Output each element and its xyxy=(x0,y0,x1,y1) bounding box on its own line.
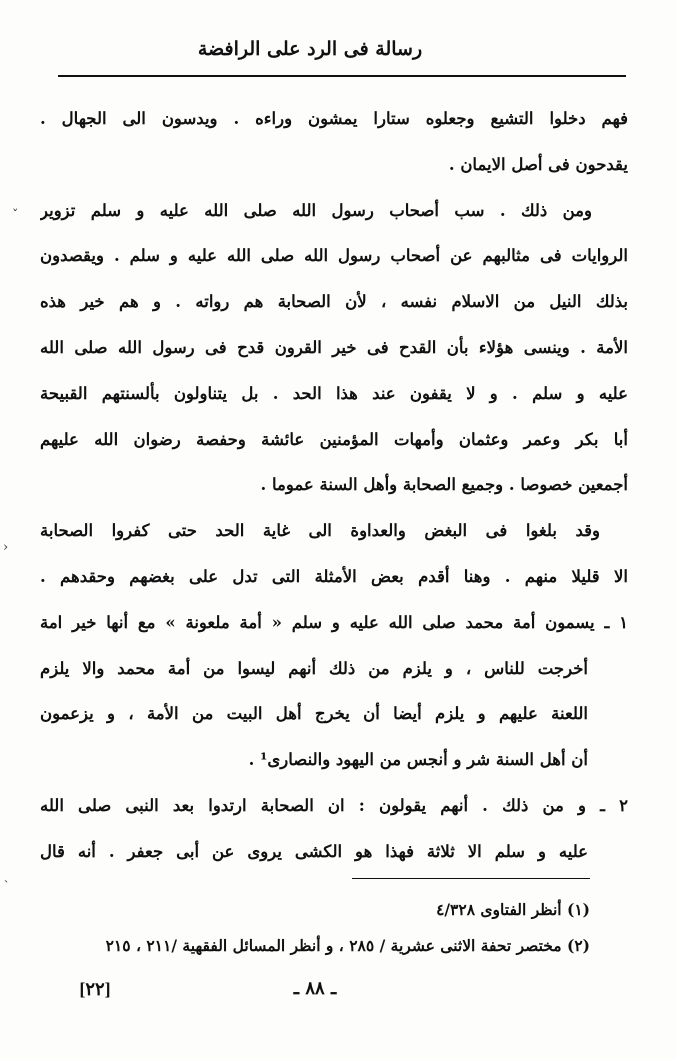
body-line: أخرجت للناس ، و يلزم من ذلك أنهم ليسوا من أمة محمد والا يلزم xyxy=(40,658,588,678)
body-line: الأمة . وينسى هؤلاء بأن القدح فى خير القرون قدح فى رسول الله صلى الله xyxy=(40,337,628,357)
numbered-item-line: ٢ ـ و من ذلك . أنهم يقولون : ان الصحابة ارتدوا بعد النبى صلى الله xyxy=(40,795,628,815)
body-line: بذلك النيل من الاسلام نفسه ، لأن الصحابة هم رواته . و هم خير هذه xyxy=(40,292,628,312)
header-rule xyxy=(58,75,626,77)
margin-mark: ˎ xyxy=(4,869,9,884)
margin-mark: ˇ xyxy=(12,208,19,223)
page-number: ـ ٨٨ ـ xyxy=(293,978,337,999)
body-line: عليه و سلم . و لا يقفون عند هذا الحد . بل يتناولون بألسنتهم القبيحة xyxy=(40,383,628,403)
body-line: الروايات فى مثالبهم عن أصحاب رسول الله صلى الله عليه و سلم . ويقصدون xyxy=(40,246,628,266)
footnotes xyxy=(60,892,590,964)
body-line: وقد بلغوا فى البغض والعداوة الى غاية الحد حتى كفروا الصحابة xyxy=(40,521,600,541)
footnote-2: (٢) مختصر تحفة الاثنى عشرية / ٢٨٥ ، و أنظر المسائل الفقهية /٢١١ ، ٢١٥ xyxy=(105,936,590,955)
body-line: أبا بكر وعمر وعثمان وأمهات المؤمنين عائشة وحفصة رضوان الله عليهم xyxy=(40,429,628,449)
body-line: اللعنة عليهم و يلزم أيضا أن يخرج أهل البيت من الأمة ، و يزعمون xyxy=(40,704,588,724)
body-line: أجمعين خصوصا . وجميع الصحابة وأهل السنة عموما . xyxy=(260,475,628,495)
body-line: أن أهل السنة شر و أنجس من اليهود والنصارى¹ . xyxy=(248,750,588,770)
bracketed-page-reference: [٢٢] xyxy=(79,979,111,999)
body-line: فهم دخلوا التشيع وجعلوه ستارا يمشون وراءه . ويدسون الى الجهال . xyxy=(40,109,628,128)
body-line: ومن ذلك . سب أصحاب رسول الله صلى الله عليه و سلم تزوير xyxy=(40,200,592,220)
body-line: عليه و سلم الا ثلاثة فهذا هو الكشى يروى عن أبى جعفر . أنه قال xyxy=(40,841,588,861)
footnote-1: (١) أنظر الفتاوى ٤/٣٢٨ xyxy=(436,900,590,919)
numbered-item-line: ١ ـ يسمون أمة محمد صلى الله عليه و سلم « أمة ملعونة » مع أنها خير امة xyxy=(40,612,628,632)
body-line: الا قليلا منهم . وهنا أقدم بعض الأمثلة التى تدل على بغضهم وحقدهم . xyxy=(40,566,628,586)
body-line: يقدحون فى أصل الايمان . xyxy=(448,154,628,174)
body-text xyxy=(40,96,628,875)
footnote-rule xyxy=(352,878,590,879)
running-header-title: رسالة فى الرد على الرافضة xyxy=(197,38,423,60)
margin-mark: › xyxy=(3,540,9,555)
